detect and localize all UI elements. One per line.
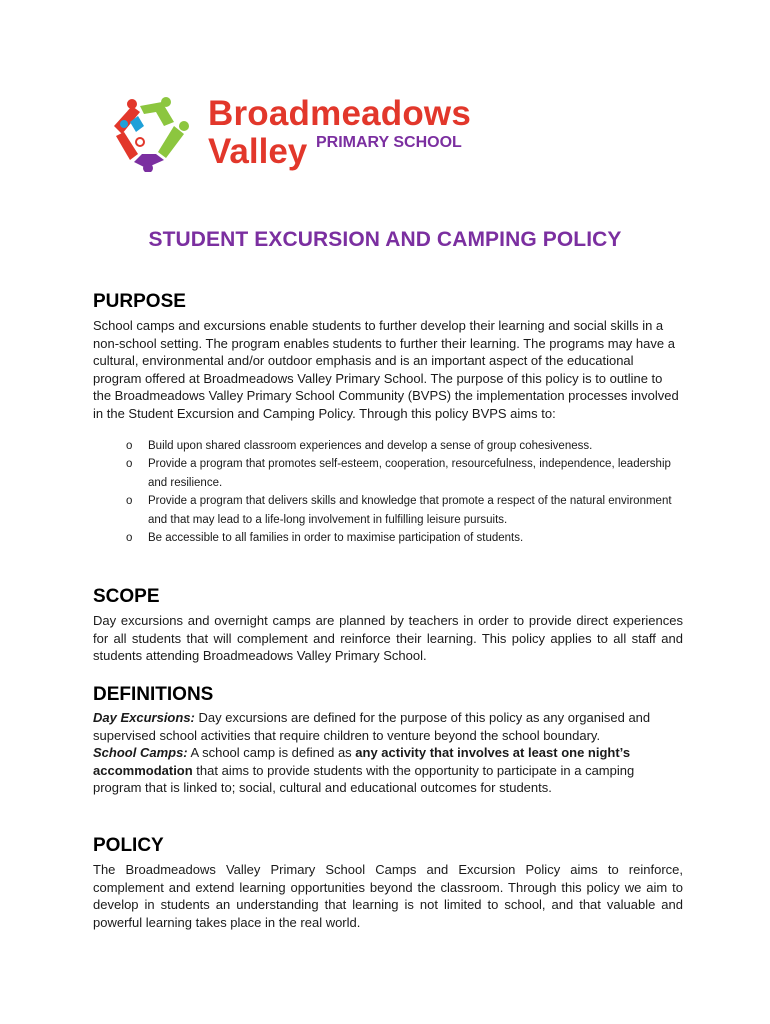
list-item: o Build upon shared classroom experiences and develop a sense of group cohesiveness. <box>93 437 683 456</box>
list-item: o Provide a program that promotes self-esteem, cooperation, resourcefulness, independence, leadership and resilience. <box>93 455 683 492</box>
purpose-aims-list <box>93 437 683 548</box>
definitions-heading: DEFINITIONS <box>93 684 214 705</box>
definitions-section <box>93 683 683 797</box>
bullet-marker: o <box>126 458 133 471</box>
bullet-marker: o <box>126 439 133 452</box>
logo-subtitle: PRIMARY SCHOOL <box>316 134 462 151</box>
logo-name-line2: Valley <box>208 132 308 171</box>
document-title: STUDENT EXCURSION AND CAMPING POLICY <box>148 228 622 251</box>
school-camps-definition: School Camps: A school camp is defined as any activity that involves at least one night’s accommodation that aims to provide students with the opportunity to participate in a camping program that is linked to; social, cultural and educational outcomes for students. <box>93 745 635 796</box>
scope-text: Day excursions and overnight camps are planned by teachers in order to provide direct experiences for all students that will complement and reinforce their learning. This policy applies to all staff and students attending Broadmeadows Valley Primary School. <box>93 613 683 664</box>
school-logo-mark-icon <box>104 96 190 172</box>
bullet-marker: o <box>126 495 133 508</box>
school-camps-term: School Camps: <box>93 745 188 761</box>
scope-section <box>93 585 683 665</box>
policy-text: The Broadmeadows Valley Primary School Camps and Excursion Policy aims to reinforce, complement and extend learning opportunities beyond the classroom. Through this policy we aim to develop in students an understanding that learning is not limited to school, and that valuable and powerful learning takes place in the real world. <box>93 862 683 930</box>
purpose-text: School camps and excursions enable students to further develop their learning and social skills in a non-school setting. The program enables students to further their learning. The programs may have a cultural, environmental and/or outdoor emphasis and is an important aspect of the educational program offered at Broadmeadows Valley Primary School. The purpose of this policy is to outline to the Broadmeadows Valley Primary School Community (BVPS) the implementation processes involved in the Student Excursion and Camping Policy. Through this policy BVPS aims to: <box>93 318 679 421</box>
day-excursions-term: Day Excursions: <box>93 710 195 725</box>
school-logo <box>104 96 484 180</box>
list-item: o Provide a program that delivers skills and knowledge that promote a respect of the natural environment and that may lead to a life-long involvement in fulfilling leisure pursuits. <box>93 492 683 529</box>
day-excursions-definition: Day Excursions: Day excursions are defined for the purpose of this policy as any organised and supervised school activities that require children to venture beyond the school boundary. <box>93 710 651 743</box>
policy-section <box>93 834 683 931</box>
purpose-section <box>93 290 683 548</box>
policy-heading: POLICY <box>93 835 164 856</box>
scope-heading: SCOPE <box>93 586 160 607</box>
list-item: o Be accessible to all families in order to maximise participation of students. <box>93 529 683 548</box>
logo-name-line1: Broadmeadows <box>208 94 472 133</box>
purpose-heading: PURPOSE <box>93 291 186 312</box>
bullet-marker: o <box>126 532 133 545</box>
